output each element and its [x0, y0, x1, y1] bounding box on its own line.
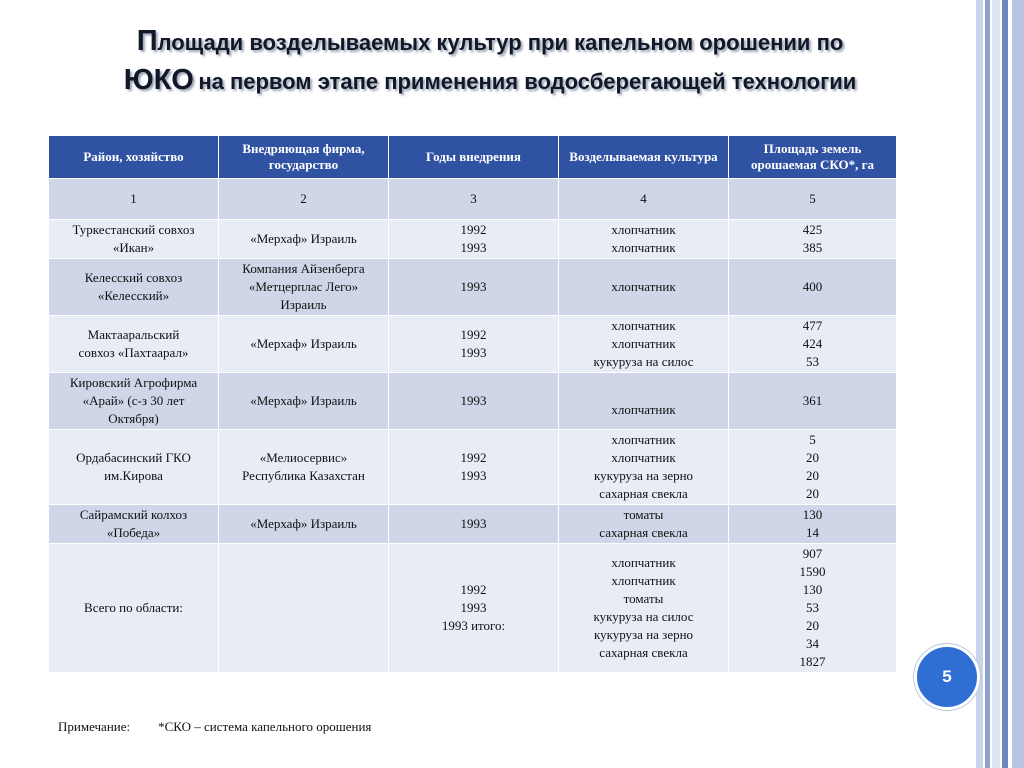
- crops-area-table: [48, 135, 897, 673]
- column-number-cell: 4: [559, 179, 729, 220]
- years-cell: [389, 430, 559, 505]
- title-line-2-cap: ЮКО: [123, 64, 194, 96]
- title-line-1-cap: П: [136, 25, 158, 57]
- area-cell: [729, 430, 897, 505]
- cell-line: Республика Казахстан: [242, 468, 365, 483]
- cell-line: «Мерхаф» Израиль: [250, 336, 357, 351]
- firm-cell: [219, 259, 389, 316]
- cell-line: хлопчатник: [611, 279, 676, 294]
- cell-line: Туркестанский совхоз: [72, 222, 195, 237]
- years-cell: [389, 259, 559, 316]
- cell-line: Израиль: [280, 297, 327, 312]
- cell-line: 14: [806, 525, 819, 540]
- area-cell: [729, 373, 897, 430]
- firm-cell: [219, 430, 389, 505]
- cell-line: 361: [802, 393, 823, 408]
- cell-line: 424: [802, 336, 823, 351]
- cell-line: 1993: [460, 240, 487, 255]
- years-cell: [389, 544, 559, 673]
- table-row: [49, 316, 897, 373]
- table-row: [49, 373, 897, 430]
- cell-line: «Победа»: [106, 525, 161, 540]
- cell-line: 20: [806, 450, 819, 465]
- cell-line: томаты: [623, 591, 664, 606]
- side-stripe: [992, 0, 1000, 768]
- firm-cell: [219, 505, 389, 544]
- crop-cell: [559, 373, 729, 430]
- cell-line: «Икан»: [112, 240, 155, 255]
- header-district: Район, хозяйство: [49, 136, 219, 179]
- area-cell: [729, 544, 897, 673]
- column-number-row: [49, 179, 897, 220]
- cell-line: им.Кирова: [104, 468, 163, 483]
- cell-line: 1590: [799, 564, 826, 579]
- header-crop: Возделываемая культура: [559, 136, 729, 179]
- cell-line: кукуруза на зерно: [593, 468, 694, 483]
- cell-line: кукуруза на силос: [593, 609, 694, 624]
- cell-line: «Мерхаф» Израиль: [250, 393, 357, 408]
- side-stripe: [976, 0, 983, 768]
- header-area: Площадь земель орошаемая СКО*, га: [729, 136, 897, 179]
- cell-line: Октября): [108, 411, 159, 426]
- area-cell: [729, 259, 897, 316]
- cell-line: 53: [806, 354, 819, 369]
- district-cell: [49, 259, 219, 316]
- cell-line: «Мерхаф» Израиль: [250, 516, 357, 531]
- side-stripe: [1012, 0, 1024, 768]
- cell-line: хлопчатник: [611, 432, 676, 447]
- table-header-row: [49, 136, 897, 179]
- cell-line: 1993: [460, 345, 487, 360]
- title-line-2-rest: на первом этапе применения водосберегающей технологии: [198, 69, 857, 94]
- cell-line: 34: [806, 636, 819, 651]
- area-cell: [729, 220, 897, 259]
- cell-line: 1992: [460, 327, 487, 342]
- table-row: [49, 544, 897, 673]
- cell-line: «Метцерплас Лего»: [248, 279, 359, 294]
- years-cell: [389, 373, 559, 430]
- cell-line: «Мелиосервис»: [259, 450, 348, 465]
- cell-line: 1827: [799, 654, 826, 669]
- cell-line: 5: [809, 432, 816, 447]
- cell-line: 1993: [460, 600, 487, 615]
- table-row: [49, 259, 897, 316]
- cell-line: хлопчатник: [611, 336, 676, 351]
- cell-line: 1992: [460, 450, 487, 465]
- column-number-cell: 3: [389, 179, 559, 220]
- title-line-1-rest: лощади возделываемых культур при капельном орошении по: [157, 30, 844, 55]
- cell-line: 20: [806, 486, 819, 501]
- table-row: [49, 505, 897, 544]
- years-cell: [389, 316, 559, 373]
- crop-cell: [559, 259, 729, 316]
- area-cell: [729, 316, 897, 373]
- cell-line: 425: [802, 222, 823, 237]
- column-number-cell: 1: [49, 179, 219, 220]
- title-line-2: [20, 63, 960, 102]
- cell-line: «Арай» (с-з 30 лет: [82, 393, 185, 408]
- cell-line: хлопчатник: [611, 240, 676, 255]
- area-cell: [729, 505, 897, 544]
- cell-line: хлопчатник: [611, 450, 676, 465]
- cell-line: Кировский Агрофирма: [69, 375, 198, 390]
- cell-line: сахарная свекла: [599, 525, 688, 540]
- cell-line: Келесский совхоз: [84, 270, 183, 285]
- cell-line: [223, 599, 384, 617]
- cell-line: сахарная свекла: [599, 645, 688, 660]
- cell-line: [563, 383, 724, 401]
- decorative-side-stripes: [976, 0, 1024, 768]
- cell-line: 20: [806, 618, 819, 633]
- cell-line: совхоз «Пахтаарал»: [78, 345, 189, 360]
- district-cell: [49, 544, 219, 673]
- cell-line: 385: [802, 240, 823, 255]
- slide-title: [20, 24, 960, 102]
- header-years: Годы внедрения: [389, 136, 559, 179]
- cell-line: кукуруза на силос: [593, 354, 694, 369]
- district-cell: [49, 373, 219, 430]
- crop-cell: [559, 430, 729, 505]
- side-stripe: [1002, 0, 1008, 768]
- column-number-cell: 5: [729, 179, 897, 220]
- crop-cell: [559, 220, 729, 259]
- cell-line: 1993: [460, 393, 487, 408]
- firm-cell: [219, 316, 389, 373]
- cell-line: «Мерхаф» Израиль: [250, 231, 357, 246]
- cell-line: Всего по области:: [84, 600, 183, 615]
- table-row: [49, 430, 897, 505]
- firm-cell: [219, 544, 389, 673]
- cell-line: 477: [802, 318, 823, 333]
- cell-line: 1992: [460, 582, 487, 597]
- cell-line: 130: [802, 582, 823, 597]
- cell-line: Ордабасинский ГКО: [76, 450, 191, 465]
- cell-line: Сайрамский колхоз: [79, 507, 188, 522]
- cell-line: хлопчатник: [611, 555, 676, 570]
- cell-line: кукуруза на зерно: [593, 627, 694, 642]
- firm-cell: [219, 220, 389, 259]
- side-stripe: [985, 0, 990, 768]
- footnote: [58, 719, 371, 735]
- cell-line: хлопчатник: [611, 318, 676, 333]
- cell-line: сахарная свекла: [599, 486, 688, 501]
- district-cell: [49, 505, 219, 544]
- footnote-label: Примечание:: [58, 719, 131, 734]
- crop-cell: [559, 544, 729, 673]
- cell-line: Мактааральский: [87, 327, 180, 342]
- district-cell: [49, 220, 219, 259]
- firm-cell: [219, 373, 389, 430]
- cell-line: Компания Айзенберга: [242, 261, 365, 276]
- cell-line: 400: [802, 279, 823, 294]
- years-cell: [389, 220, 559, 259]
- cell-line: 53: [806, 600, 819, 615]
- crop-cell: [559, 316, 729, 373]
- cell-line: хлопчатник: [611, 222, 676, 237]
- cell-line: «Келесский»: [97, 288, 170, 303]
- years-cell: [389, 505, 559, 544]
- crop-cell: [559, 505, 729, 544]
- cell-line: томаты: [623, 507, 664, 522]
- header-firm: Внедряющая фирма, государство: [219, 136, 389, 179]
- table-row: [49, 220, 897, 259]
- column-number-cell: 2: [219, 179, 389, 220]
- cell-line: 1993 итого:: [441, 618, 506, 633]
- cell-line: 907: [802, 546, 823, 561]
- cell-line: 1993: [460, 516, 487, 531]
- cell-line: 20: [806, 468, 819, 483]
- cell-line: хлопчатник: [611, 402, 676, 417]
- cell-line: 1992: [460, 222, 487, 237]
- title-line-1: [20, 24, 960, 63]
- page-number-badge: 5: [914, 644, 980, 710]
- cell-line: хлопчатник: [611, 573, 676, 588]
- cell-line: 1993: [460, 468, 487, 483]
- cell-line: 1993: [460, 279, 487, 294]
- district-cell: [49, 430, 219, 505]
- cell-line: 130: [802, 507, 823, 522]
- district-cell: [49, 316, 219, 373]
- footnote-text: *СКО – система капельного орошения: [158, 719, 372, 734]
